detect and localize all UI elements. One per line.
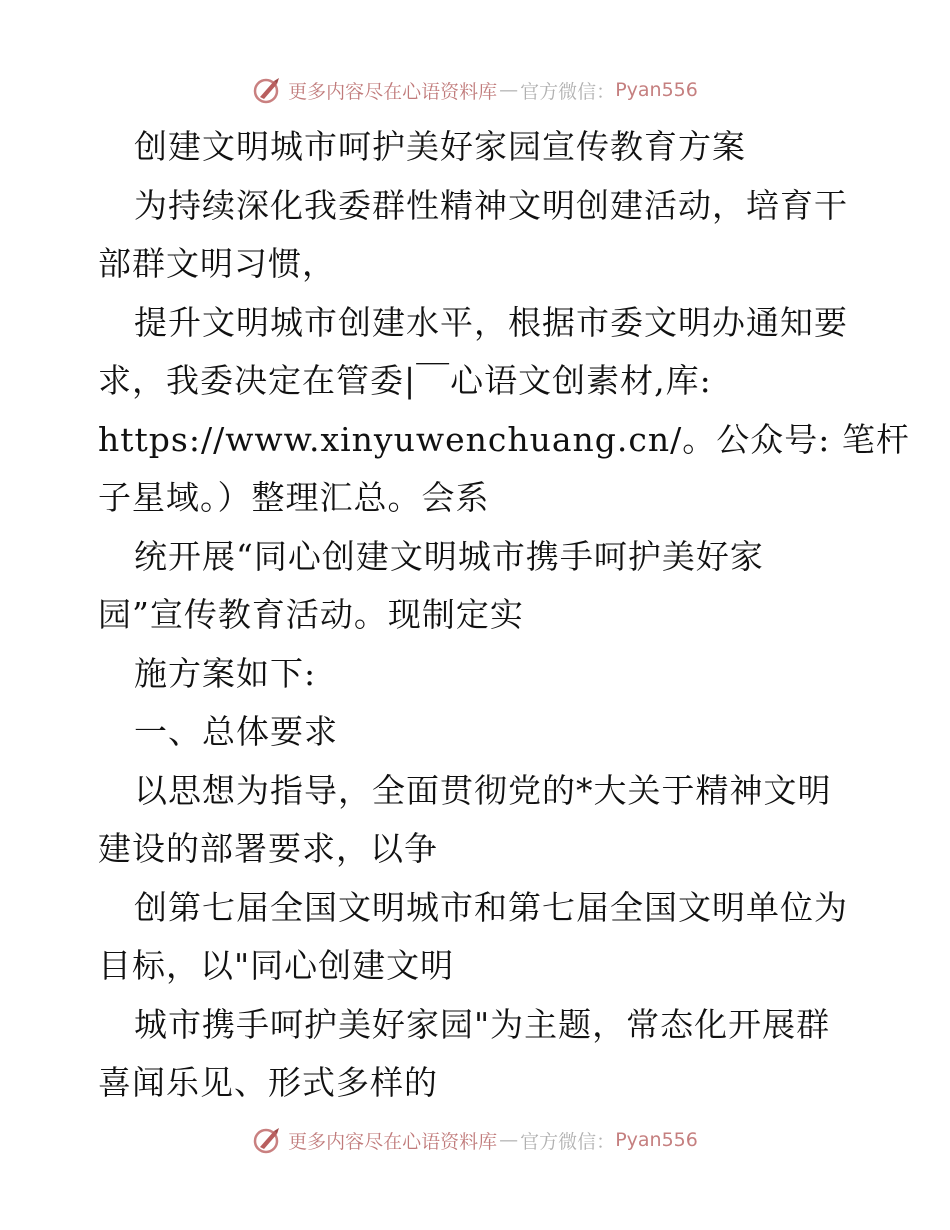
watermark-id: Pyan556 — [615, 79, 698, 101]
footer-watermark — [0, 1120, 950, 1160]
text-line: 创建文明城市呵护美好家园宣传教育方案 — [134, 127, 746, 166]
watermark-id: Pyan556 — [615, 1129, 698, 1151]
watermark-dash: — — [499, 1129, 519, 1151]
text-line: 创第七届全国文明城市和第七届全国文明单位为 — [134, 887, 848, 927]
text-line: 提升文明城市创建水平，根据市委文明办通知要 — [134, 302, 848, 342]
quill-logo-icon — [252, 1125, 282, 1155]
text-line: 建设的部署要求，以争 — [98, 829, 438, 868]
watermark-text: 更多内容尽在心语资料库 — [288, 1130, 498, 1153]
watermark-suffix: 官方微信： — [520, 1130, 616, 1153]
text-line: 求，我委决定在管委|￣心语文创素材,库: — [98, 361, 712, 400]
text-line: 城市携手呵护美好家园"为主题，常态化开展群 — [134, 1004, 831, 1044]
text-line: https://www.xinyuwenchuang.cn/。公众号: 笔杆 — [98, 419, 910, 459]
text-line: 一、总体要求 — [134, 712, 338, 751]
text-line: 为持续深化我委群性精神文明创建活动，培育干 — [134, 185, 848, 225]
header-watermark — [0, 70, 950, 110]
text-line: 园”宣传教育活动。现制定实 — [98, 595, 524, 634]
text-line: 施方案如下: — [134, 653, 317, 693]
text-line: 子星域。）整理汇总。会系 — [98, 478, 490, 517]
text-line: 目标，以"同心创建文明 — [98, 946, 455, 985]
document-body — [98, 118, 910, 1113]
text-line: 部群文明习惯， — [98, 244, 336, 283]
watermark-text: 更多内容尽在心语资料库 — [288, 80, 498, 103]
text-line: 以思想为指导，全面贯彻党的*大关于精神文明 — [134, 770, 832, 810]
text-line: 喜闻乐见、形式多样的 — [98, 1063, 438, 1102]
text-line: 统开展“同心创建文明城市携手呵护美好家 — [134, 536, 764, 576]
quill-logo-icon — [252, 75, 282, 105]
watermark-suffix: 官方微信： — [520, 80, 616, 103]
watermark-dash: — — [499, 79, 519, 101]
